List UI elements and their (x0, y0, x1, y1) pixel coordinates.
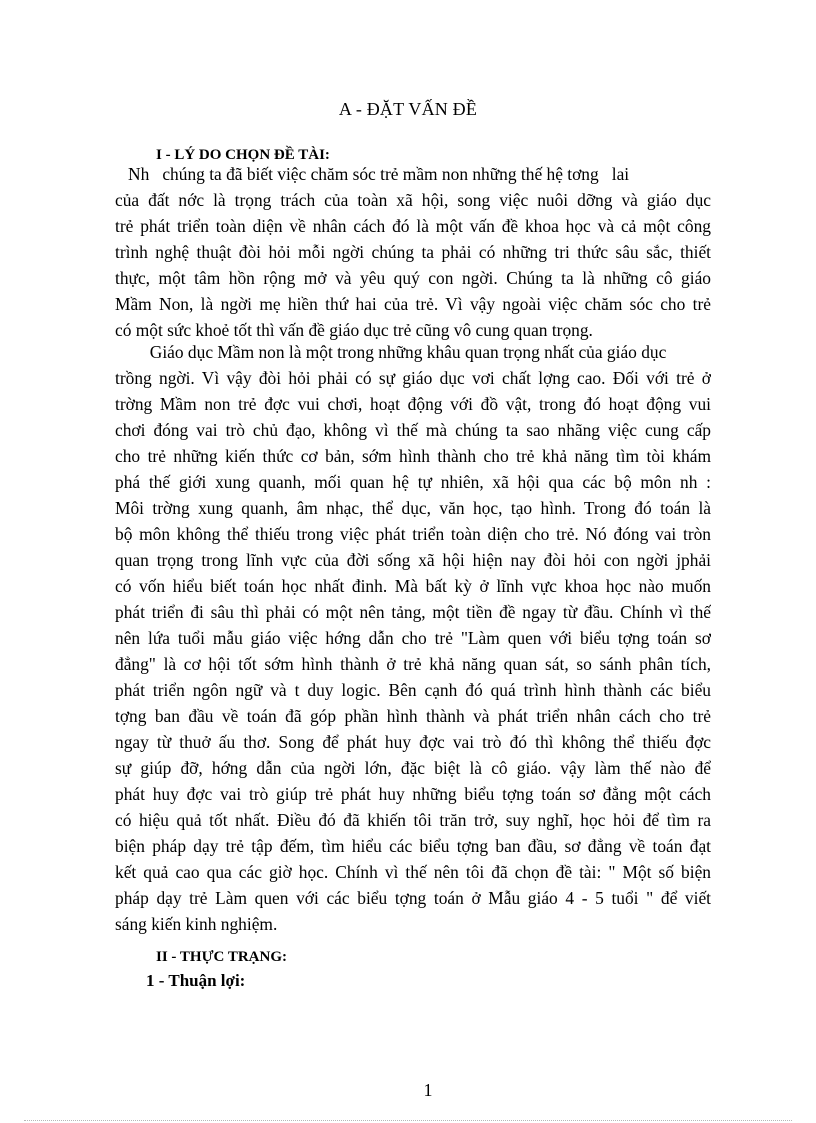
text-line: phát huy đợc vai trò giúp trẻ phát huy những biểu tợng toán sơ đẳng một cách (115, 784, 711, 804)
text-line: phát triển ngôn ngữ và t duy logic. Bên cạnh đó quá trình hình thành các biểu (115, 680, 711, 700)
text-line: bộ môn không thể thiếu trong việc phát triển toàn diện cho trẻ. Nó đóng vai tròn (115, 524, 711, 544)
paragraph-reason-intro (115, 161, 711, 343)
text-line: trình nghệ thuật đòi hỏi mỗi ngời chúng ta phải có những tri thức sâu sắc, thiết (115, 242, 711, 262)
text-line: tợng ban đầu về toán đã góp phần hình thành và phát triển nhân cách cho trẻ (115, 706, 711, 726)
text-line: Nh chúng ta đã biết việc chăm sóc trẻ mầm non những thế hệ tơng lai (115, 164, 630, 184)
text-line: có vốn hiểu biết toán học nhất đinh. Mà bất kỳ ở lĩnh vực khoa học nào muốn (115, 576, 711, 596)
page-number: 1 (423, 1080, 433, 1100)
text-line: sáng kiến kinh nghiệm. (115, 914, 278, 934)
text-line: phá thế giới xung quanh, mối quan hệ tự nhiên, xã hội qua các bộ môn nh : (115, 472, 711, 492)
section-heading-status: II - THỰC TRẠNG: (156, 949, 287, 965)
text-line: nên lứa tuổi mẫu giáo việc hớng dẫn cho trẻ "Làm quen với biểu tợng toán sơ (115, 628, 711, 648)
text-line: chơi đóng vai trò chủ đạo, không vì thế mà chúng ta sao nhãng việc cung cấp (115, 420, 711, 440)
text-line: cho trẻ những kiến thức cơ bản, sớm hình thành cho trẻ khả năng tìm tòi khám (115, 446, 711, 466)
text-line: của đất nớc là trọng trách của toàn xã hội, song việc nuôi dỡng và giáo dục (115, 190, 711, 210)
subsection-heading-advantages: 1 - Thuận lợi: (146, 971, 246, 990)
text-line: ngay từ thuở ấu thơ. Song để phát huy đợc vai trò đó thì không thể thiếu đợc (115, 732, 711, 752)
text-line: thực, một tâm hồn rộng mở và yêu quý con ngời. Chúng ta là những cô giáo (115, 268, 711, 288)
paragraph-reason-body (115, 339, 711, 937)
text-line: biện pháp dạy trẻ tập đếm, tìm hiểu các biểu tợng ban đầu, sơ đẳng về toán đạt (115, 836, 711, 856)
text-line: Giáo dục Mầm non là một trong những khâu quan trọng nhất của giáo dục (115, 342, 667, 362)
text-line: có một sức khoẻ tốt thì vấn đề giáo dục trẻ cũng vô cung quan trọng. (115, 320, 593, 340)
text-line: kết quả cao qua các giờ học. Chính vì thế nên tôi đã chọn đề tài: " Một số biện (115, 862, 711, 882)
page-bottom-divider (24, 1120, 792, 1121)
section-heading-reason: I - LÝ DO CHỌN ĐỀ TÀI: (156, 147, 330, 163)
text-line: pháp dạy trẻ Làm quen với các biểu tợng toán ở Mẫu giáo 4 - 5 tuổi " để viết (115, 888, 711, 908)
text-line: trẻ phát triển toàn diện về nhân cách đó là một vấn đề khoa học và cả một công (115, 216, 711, 236)
text-line: đẳng" là cơ hội tốt sớm hình thành ở trẻ khả năng quan sát, so sánh phân tích, (115, 654, 711, 674)
text-line: có hiệu quả tốt nhất. Điều đó đã khiến tôi trăn trở, suy nghĩ, học hỏi để tìm ra (115, 810, 711, 830)
text-line: sự giúp đỡ, hớng dẫn của ngời lớn, đặc biệt là cô giáo. vậy làm thế nào để (115, 758, 711, 778)
document-title: A - ĐẶT VẤN ĐỀ (338, 99, 478, 119)
text-line: trờng Mầm non trẻ đợc vui chơi, hoạt động với đồ vật, trong đó hoạt động vui (115, 394, 711, 414)
text-line: trồng ngời. Vì vậy đòi hỏi phải có sự giáo dục vơi chất lợng cao. Đối với trẻ ở (115, 368, 711, 388)
text-line: Môi trờng xung quanh, âm nhạc, thể dục, văn học, tạo hình. Trong đó toán là (115, 498, 711, 518)
text-line: quan trọng trong lĩnh vực của đời sống xã hội hiện nay đòi hỏi con ngời jphải (115, 550, 711, 570)
text-line: Mầm Non, là ngời mẹ hiền thứ hai của trẻ. Vì vậy ngoài việc chăm sóc cho trẻ (115, 294, 711, 314)
text-line: phát triển đi sâu thì phải có một nên tảng, một tiền đề ngay từ đầu. Chính vì thế (115, 602, 711, 622)
